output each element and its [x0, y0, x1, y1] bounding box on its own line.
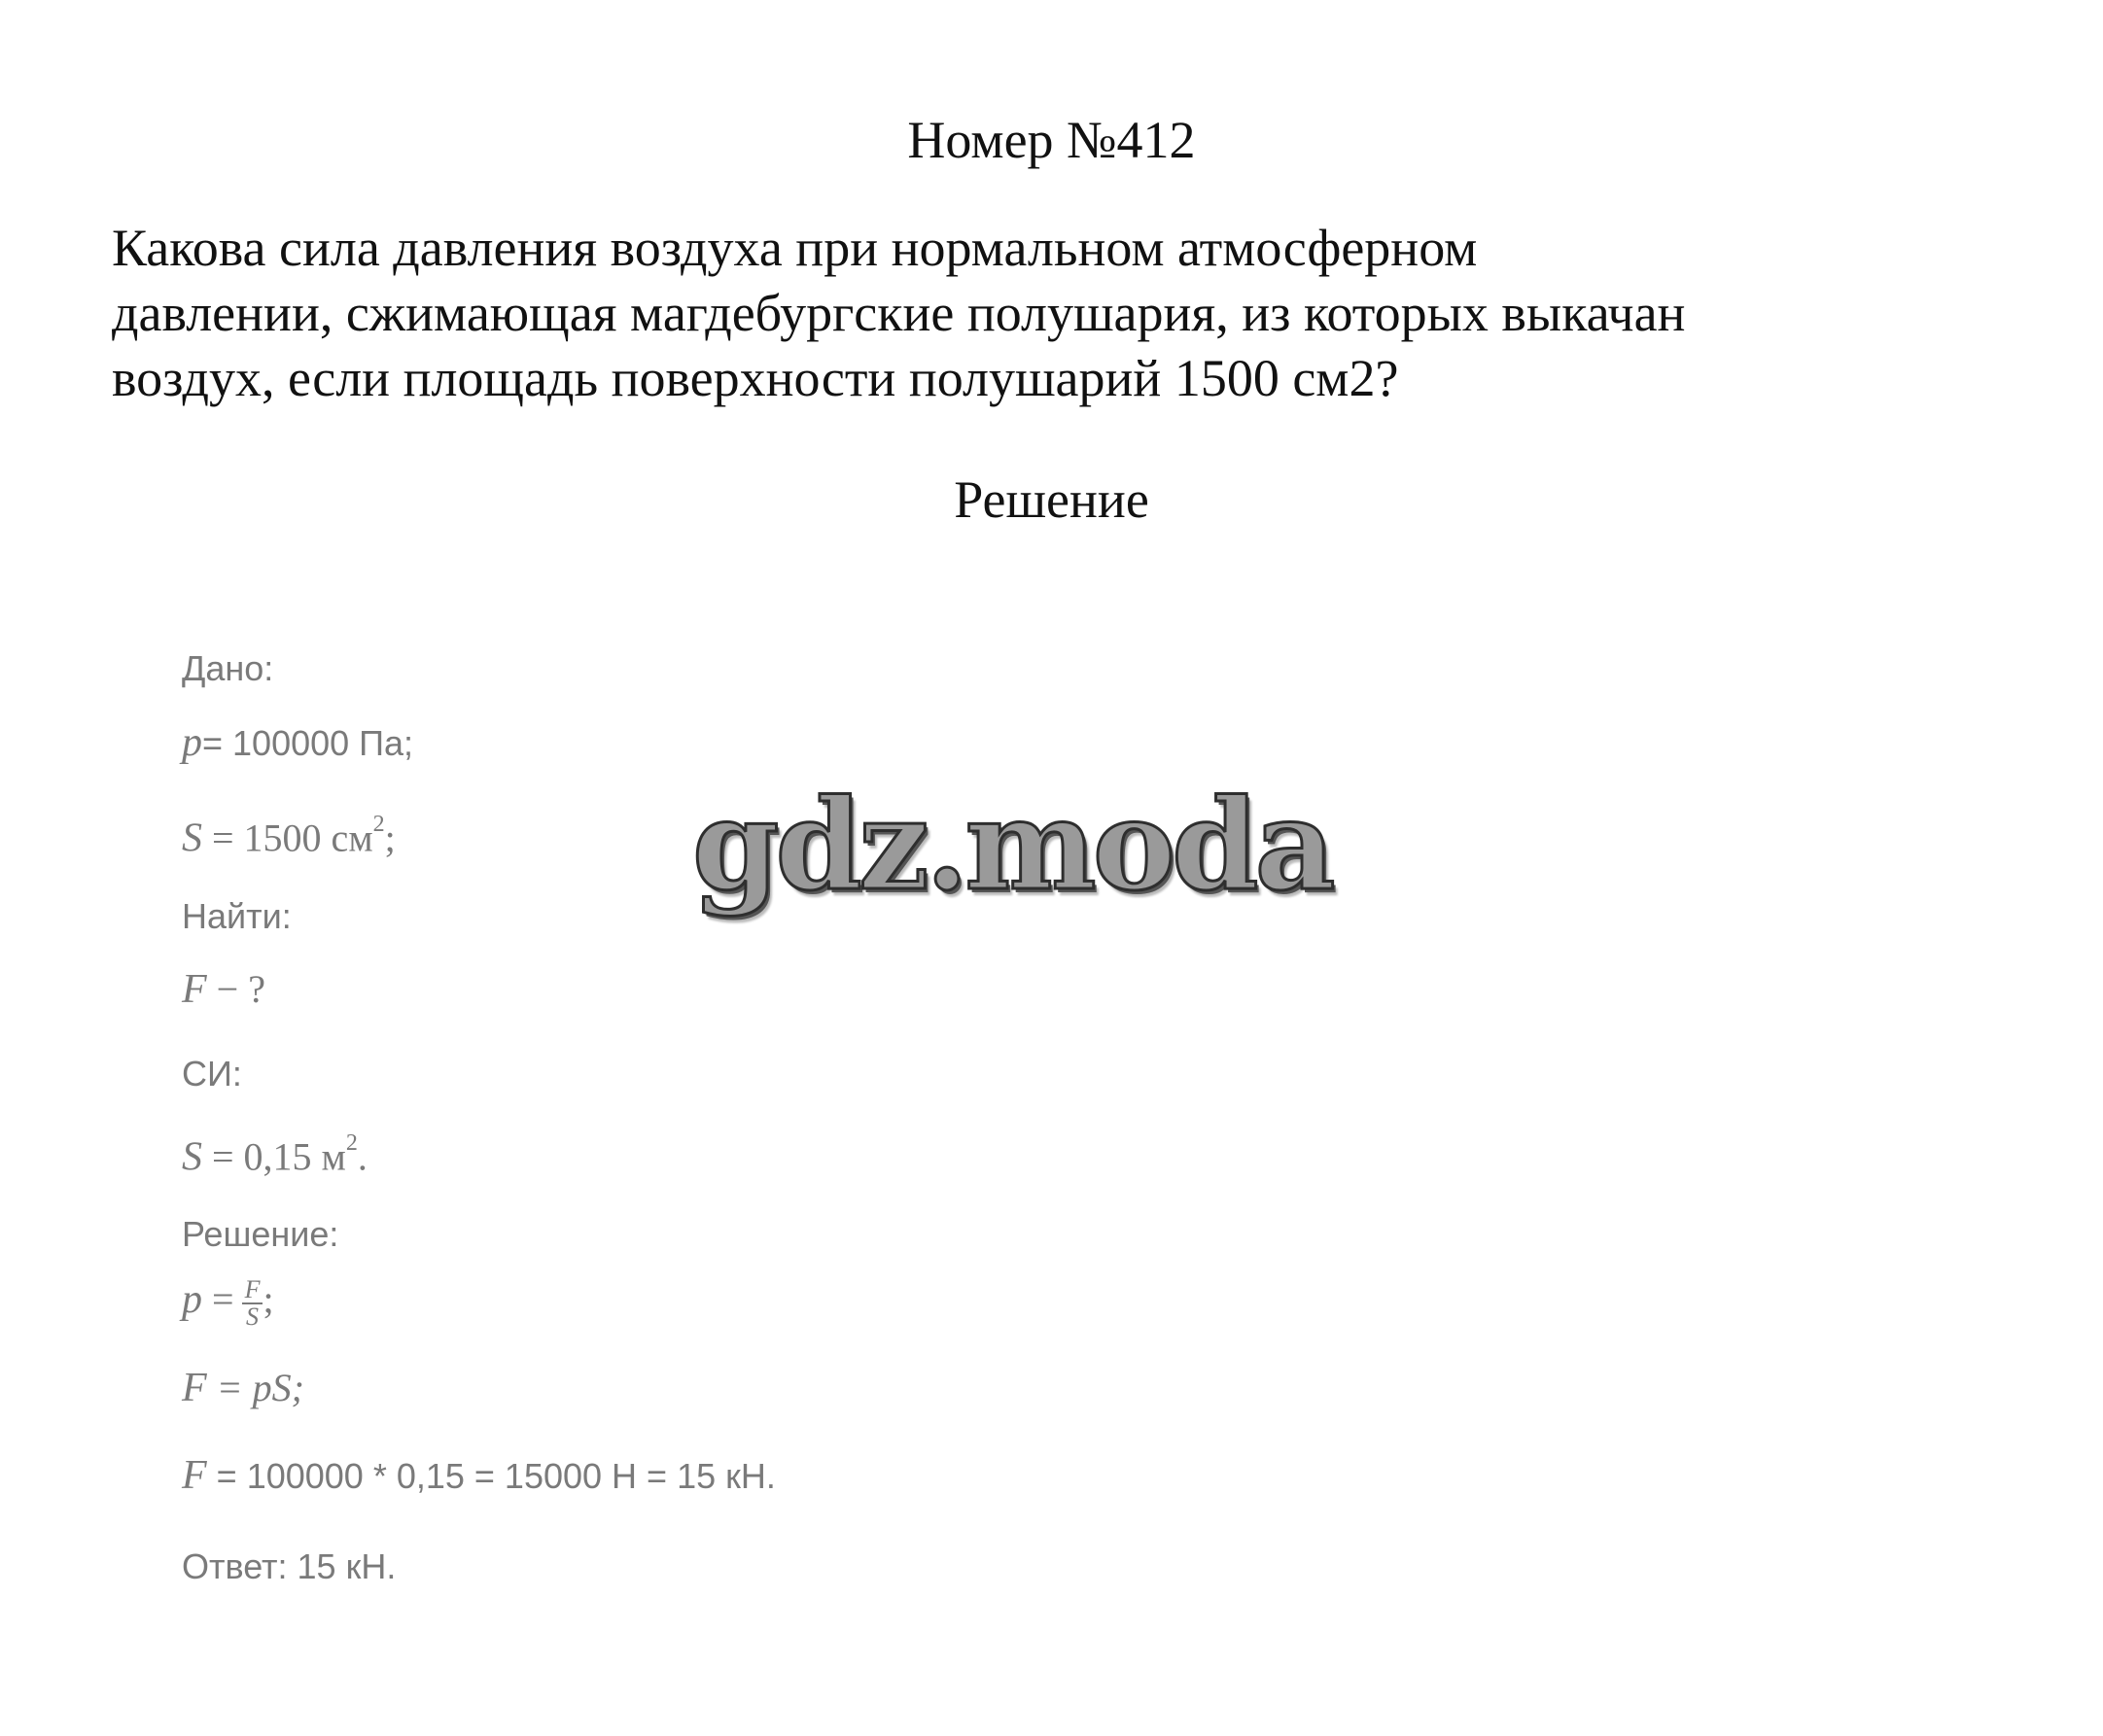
watermark-logo: gdz.moda	[692, 773, 1332, 919]
formula-pressure-lhs: p	[182, 1277, 202, 1322]
si-area-exponent: 2	[345, 1130, 358, 1156]
formula-force	[182, 1365, 304, 1411]
find-label: Найти:	[182, 896, 292, 936]
solution-label: Решение:	[182, 1214, 339, 1254]
si-area-end: .	[357, 1134, 368, 1179]
si-area-variable: S	[182, 1134, 202, 1180]
formula-pressure-end: ;	[263, 1277, 274, 1321]
fraction-denominator: S	[246, 1302, 259, 1331]
pressure-variable: p	[182, 720, 202, 765]
problem-line: давлении, сжимающая магдебургские полушария, из которых выкачан	[112, 284, 1686, 342]
formula-force-lhs: F	[182, 1366, 207, 1410]
si-area-value: = 0,15 м	[212, 1134, 346, 1179]
si-area	[182, 1126, 368, 1180]
problem-statement	[112, 216, 2037, 411]
area-exponent: 2	[372, 812, 385, 837]
page-title: Номер №412	[907, 111, 1196, 169]
calculation-value: = 100000 * 0,15 = 15000 Н = 15 кН.	[216, 1456, 776, 1496]
problem-line: воздух, если площадь поверхности полушарий 1500 см2?	[112, 349, 1399, 407]
force-variable: F	[182, 967, 207, 1012]
fraction	[242, 1274, 263, 1331]
answer: Ответ: 15 кН.	[182, 1546, 397, 1586]
force-unknown: − ?	[216, 967, 265, 1011]
pressure-value: = 100000 Па;	[202, 723, 414, 763]
given-pressure	[182, 721, 413, 765]
fraction-numerator: F	[242, 1277, 263, 1304]
area-end: ;	[384, 816, 396, 860]
solution-heading: Решение	[954, 470, 1149, 529]
calculation	[182, 1454, 776, 1498]
find-force	[182, 966, 265, 1013]
formula-pressure	[182, 1276, 274, 1330]
formula-pressure-equals: =	[212, 1277, 234, 1321]
formula-force-rhs: = pS;	[216, 1366, 304, 1409]
area-variable: S	[182, 816, 202, 861]
given-label: Дано:	[182, 648, 274, 688]
given-area	[182, 807, 396, 861]
si-label: СИ:	[182, 1054, 242, 1094]
problem-line: Какова сила давления воздуха при нормальном атмосферном	[112, 219, 1478, 277]
area-value: = 1500 см	[212, 816, 373, 860]
calculation-variable: F	[182, 1453, 207, 1498]
